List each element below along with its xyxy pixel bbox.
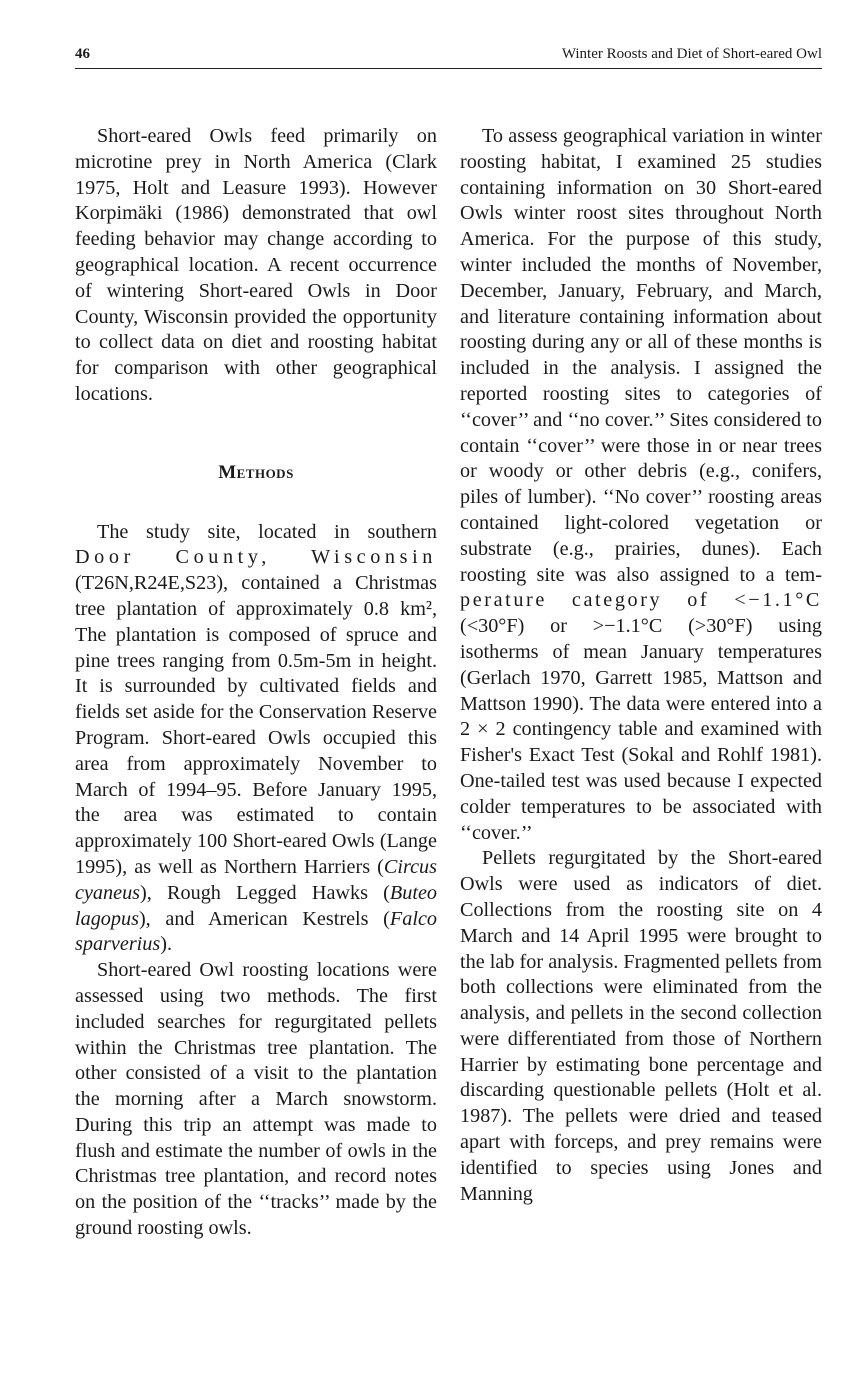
right-column — [460, 124, 822, 1207]
species-name: Buteo lagopus — [75, 881, 437, 930]
species-separator: ), and American Kestrels ( — [138, 907, 390, 930]
temperature-category: perature category of <−1.1°C — [460, 589, 822, 612]
pellets-paragraph: Pellets regurgitated by the Short-eared Owls were used as indicators of diet. Collections from the roosting site on 4 March and 14 April 1995 were brought to the lab for analysis. Fragmented pellets from both collections were eliminated from the analysis, and pellets in the second collection were differentiated from those of Northern Harrier by estimating bone percentage and discarding questionable pellets (Holt et al. 1987). The pellets were dried and teased apart with forceps, and prey remains were identified to species using Jones and Manning — [460, 847, 822, 1205]
study-site-body: (T26N,R24E,S23), contained a Christmas tree plantation of approximately 0.8 km², The plantation is composed of spruce and pine trees ranging from 0.5m-5m in height. It is surrounded by cultivated fields and fields set aside for the Conservation Reserve Program. Short-eared Owls occupied this area from approximately November to March of 1994–95. Before January 1995, the area was estimated to contain approximately 100 Short-eared Owls (Lange 1995), as well as Northern Harriers ( — [75, 572, 437, 878]
intro-paragraph: Short-eared Owls feed primarily on microtine prey in North America (Clark 1975, Holt and Leasure 1993). However Korpimäki (1986) demonstrated that owl feeding behavior may change according to geographical location. A recent occurrence of wintering Short-eared Owls in Door County, Wisconsin provided the opportunity to collect data on diet and roosting habitat for comparison with other geographical locations. — [75, 125, 437, 405]
variation-text-1: To assess geographical variation in winter roosting habitat, I examined 25 studies containing information on 30 Short-eared Owls winter roost sites throughout North America. For the purpose of this study, winter included the months of November, December, January, February, and March, and literature containing information about roosting during any or all of these months is included in the analysis. I assigned the reported roosting sites to categories of ‘‘cover’’ and ‘‘no cover.’’ Sites considered to contain ‘‘cover’’ were those in or near trees or woody or other debris (e.g., conifers, piles of lumber). ‘‘No cover’’ roosting areas contained light-colored vegetation or substrate (e.g., prairies, dunes). Each roosting site was also assigned to a tem — [460, 125, 822, 586]
left-column — [75, 124, 437, 1242]
running-title: Winter Roosts and Diet of Short-eared Owl — [561, 46, 822, 62]
page-number: 46 — [75, 46, 90, 62]
running-header — [75, 44, 822, 69]
species-separator: ), Rough Legged Hawks ( — [140, 881, 390, 904]
geographic-variation-paragraph — [460, 124, 822, 846]
study-site-location: Door County, Wisconsin — [75, 546, 437, 569]
variation-text-2: (<30°F) or >−1.1°C (>30°F) using isotherms of mean January temperatures (Gerlach 1970, Garrett 1985, Mattson and Mattson 1990). The data were entered into a 2 × 2 contingency table and examined with Fisher's Exact Test (Sokal and Rohlf 1981). One-tailed test was used because I expected colder temperatures to be associated with ‘‘cover.’’ — [460, 615, 822, 844]
species-name: Circus cyaneus — [75, 855, 437, 904]
study-site-lead: The study site, located in southern — [97, 520, 437, 543]
species-separator: ). — [160, 933, 173, 956]
methods-heading: Methods — [218, 461, 294, 483]
species-name: Falco sparverius — [75, 907, 437, 956]
study-site-paragraph — [75, 520, 437, 959]
roosting-methods-paragraph: Short-eared Owl roosting locations were assessed using two methods. The first included searches for regurgitated pellets within the Christmas tree plantation. The other consisted of a visit to the plantation the morning after a March snowstorm. During this trip an attempt was made to flush and estimate the number of owls in the Christmas tree plantation, and record notes on the position of the ‘‘tracks’’ made by the ground roosting owls. — [75, 959, 437, 1240]
